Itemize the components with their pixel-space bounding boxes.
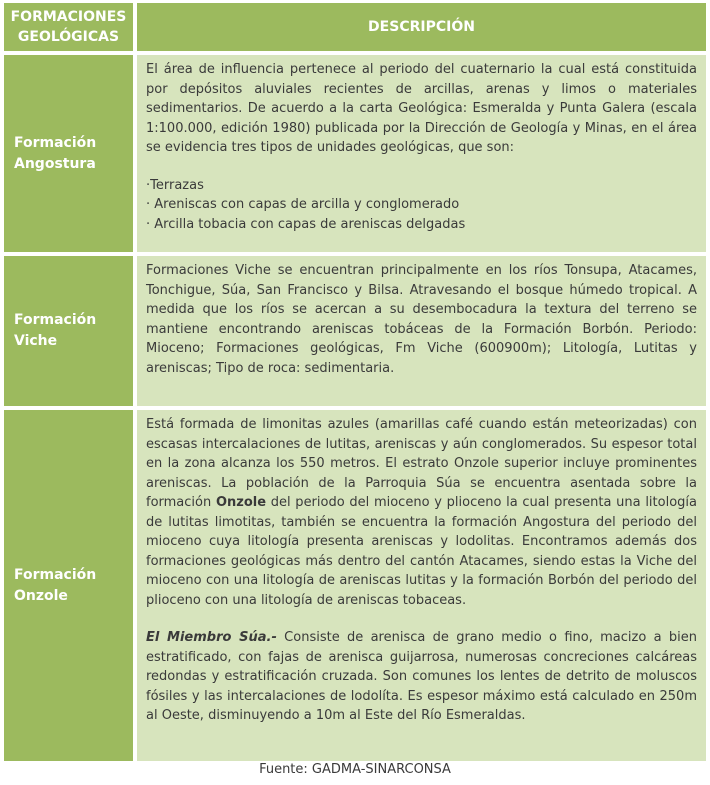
bullet-item: · Areniscas con capas de arcilla y conglomerado	[146, 197, 460, 212]
header-label-formaciones: FORMACIONES GEOLÓGICAS	[10, 9, 127, 45]
onzole-bold-word: Onzole	[215, 495, 267, 510]
source-note: Fuente: GADMA-SINARCONSA	[259, 762, 451, 777]
miembro-sua-text: Consiste de arenisca de grano medio o fino, macizo a bien estratificado, con fajas de arenisca guijarrosa, numerosas concreciones calcáreas redondas y estratificación cruzada. Son comunes los lentes de detrito de moluscos fósiles y las intercalaciones de lodolíta. Es espesor máximo está calculado en 250m al Oeste, disminuyendo a 10m al Este del Río Esmeraldas.	[146, 630, 697, 723]
angostura-bullet-list	[146, 176, 697, 235]
onzole-paragraph-1	[146, 415, 697, 610]
onzole-p1-text: Está formada de limonitas azules (amarillas café cuando están meteorizadas) con escasas intercalaciones de lutitas, areniscas y aún conglomerados. Su espesor total en la zona alcanza los 550 metros. El estrato Onzole superior incluye prominentes areniscas. La población de la Parroquia Súa se encuentra asentada sobre la formación	[146, 417, 697, 510]
onzole-paragraph-2	[146, 628, 697, 726]
bullet-item: ·Terrazas	[146, 177, 204, 193]
row-label-formacion-angostura	[4, 55, 133, 252]
angostura-paragraph: El área de influencia pertenece al periodo del cuaternario la cual está constituida por depósitos aluviales recientes de arcillas, arenas y limos o materiales sedimentarios. De acuerdo a la carta Geológica: Esmeralda y Punta Galera (escala 1:100.000, edición 1980) publicada por la Dirección de Geología y Minas, en el área se evidencia tres tipos de unidades geológicas, que son:	[146, 62, 697, 155]
row-description-angostura	[137, 55, 706, 252]
row-description-viche	[137, 256, 706, 406]
formations-table	[4, 3, 706, 761]
label-text: Formación Onzole	[14, 566, 97, 604]
bullet-item: · Arcilla tobacia con capas de areniscas delgadas	[146, 216, 466, 232]
label-text: Formación Viche	[14, 312, 97, 349]
miembro-sua-lead: El Miembro Súa.-	[146, 630, 277, 645]
row-label-formacion-onzole	[4, 410, 133, 761]
onzole-p1-text-cont: del periodo del mioceno y plioceno la cual presenta una litología de lutitas limotitas, también se encuentra la formación Angostura del periodo del mioceno cuya litología presenta areniscas y lodolitas. Encontramos además dos formaciones geológicas más dentro del cantón Atacames, siendo estas la Viche del mioceno con una litología de areniscas lutitas y la formación Borbón del periodo del plioceno con una litología de areniscas tobaceas.	[146, 495, 697, 608]
header-cell-formaciones-geologicas	[4, 3, 133, 51]
row-label-formacion-viche	[4, 256, 133, 406]
header-label-descripcion: DESCRIPCIÓN	[368, 19, 475, 35]
row-description-onzole	[137, 410, 706, 761]
header-cell-descripcion	[137, 3, 706, 51]
viche-paragraph: Formaciones Viche se encuentran principalmente en los ríos Tonsupa, Atacames, Tonchigue, Súa, San Francisco y Bilsa. Atravesando el bosque húmedo tropical. A medida que los ríos se acercan a su desembocadura la textura del terreno se mantiene encontrando areniscas tobáceas de la Formación Borbón. Periodo: Mioceno; Formaciones geológicas, Fm Viche (600900m); Litología, Lutitas y areniscas; Tipo de roca: sedimentaria.	[146, 263, 697, 376]
label-text: Formación Angostura	[14, 134, 97, 172]
